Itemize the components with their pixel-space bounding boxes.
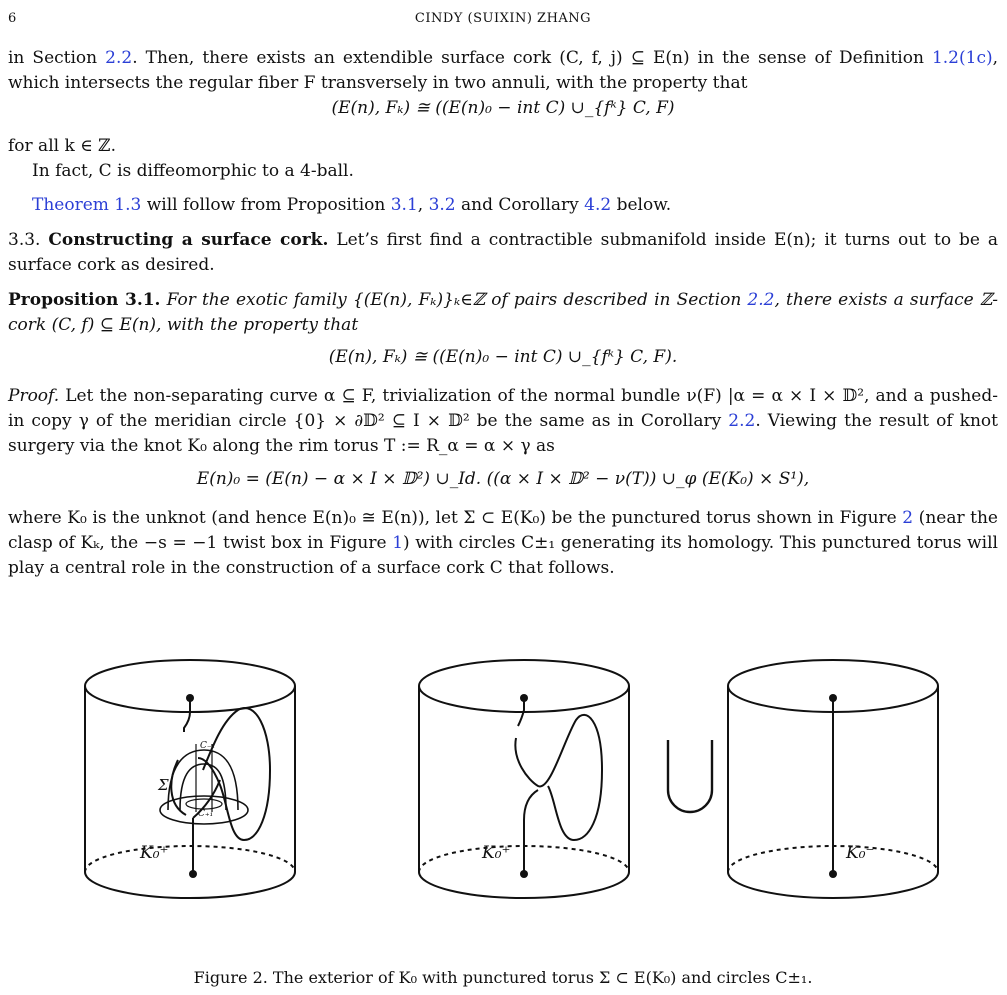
equation-2: (E(n), Fₖ) ≅ ((E(n)₀ − int C) ∪_{fᵏ} C, F). — [328, 347, 678, 367]
label-sigma: Σ — [158, 776, 169, 794]
paragraph-2: for all k ∈ ℤ. — [8, 136, 116, 156]
paragraph-1: in Section 2.2. Then, there exists an extendible surface cork (C, f, j) ⊆ E(n) in the sense of Definition 1.2(1c), which intersects the regular fiber F transversely in two annuli, with the property that — [8, 48, 999, 93]
section-ref-link-2[interactable]: 2.2 — [747, 290, 775, 310]
corollary-ref-link-2[interactable]: 2.2 — [728, 411, 756, 431]
proposition-ref-link[interactable]: 3.1 — [390, 195, 418, 215]
union-symbol — [668, 740, 712, 812]
figure-ref-link[interactable]: 2 — [902, 508, 914, 528]
definition-ref-link[interactable]: 1.2 — [931, 48, 959, 68]
figure-ref-link-2[interactable]: 1 — [392, 533, 404, 553]
running-title: CINDY (SUIXIN) ZHANG — [414, 11, 592, 26]
proposition-ref-link-2[interactable]: 3.2 — [428, 195, 456, 215]
label-c-minus: C₋₁ — [200, 741, 216, 751]
paragraph-3: In fact, C is diffeomorphic to a 4-ball. — [32, 161, 354, 181]
proof-label: Proof. — [8, 386, 60, 406]
proposition-label: Proposition 3.1. — [8, 290, 161, 310]
label-k0-minus-right: K₀⁻ — [846, 843, 875, 863]
paragraph-4: Theorem 1.3 will follow from Proposition 3.1, 3.2 and Corollary 4.2 below. — [32, 195, 672, 215]
proposition-3-1: Proposition 3.1. For the exotic family {(E(n), Fₖ)}ₖ∈ℤ of pairs described in Section 2.2, there exists a surface ℤ-cork (C, f) ⊆ E(n), with the property that — [8, 290, 998, 335]
proof-paragraph: Proof. Let the non-separating curve α ⊆ F, trivialization of the normal bundle ν(F) |α = α × I × 𝔻², and a pushed-in copy γ of the meridian circle {0} × ∂𝔻² ⊆ I × 𝔻² be the same as in Corollary 2.2. Viewing the result of knot surgery via the knot K₀ along the rim torus T := R_α = α × γ as — [8, 386, 999, 456]
paragraph-5: where K₀ is the unknot (and hence E(n)₀ ≅ E(n)), let Σ ⊂ E(K₀) be the punctured torus shown in Figure 2 (near the clasp of Kₖ, the −s = −1 twist box in Figure 1) with circles C±₁ generating its homology. This punctured torus will play a central role in the construction of a surface cork C that follows. — [8, 508, 998, 578]
section-title: Constructing a surface cork. — [48, 230, 329, 250]
left-knot — [171, 698, 270, 874]
endpoint-dots — [186, 694, 837, 878]
item-ref-link[interactable]: (1c) — [959, 48, 993, 68]
equation-1: (E(n), Fₖ) ≅ ((E(n)₀ − int C) ∪_{fᵏ} C, F) — [331, 98, 675, 118]
label-k0-plus-left: K₀⁺ — [140, 843, 169, 863]
section-ref-link[interactable]: 2.2 — [105, 48, 133, 68]
theorem-ref-link[interactable]: Theorem 1.3 — [32, 195, 142, 215]
label-k0-plus-mid: K₀⁺ — [482, 843, 511, 863]
label-c-plus: C₊₁ — [198, 809, 214, 819]
section-number: 3.3. — [8, 230, 41, 250]
page-number: 6 — [8, 11, 17, 26]
figure-caption: Figure 2. The exterior of K₀ with punctured torus Σ ⊂ E(K₀) and circles C±₁. — [193, 968, 813, 987]
section-3-3: 3.3. Constructing a surface cork. Let’s first find a contractible submanifold inside E(n); it turns out to be a surface cork as desired. — [8, 230, 999, 275]
figure-2 — [8, 640, 998, 910]
knot-figure — [8, 640, 998, 910]
corollary-ref-link[interactable]: 4.2 — [584, 195, 612, 215]
equation-3: E(n)₀ = (E(n) − α × I × 𝔻²) ∪_Id. ((α × I × 𝔻² − ν(T)) ∪_φ (E(K₀) × S¹), — [196, 469, 810, 489]
